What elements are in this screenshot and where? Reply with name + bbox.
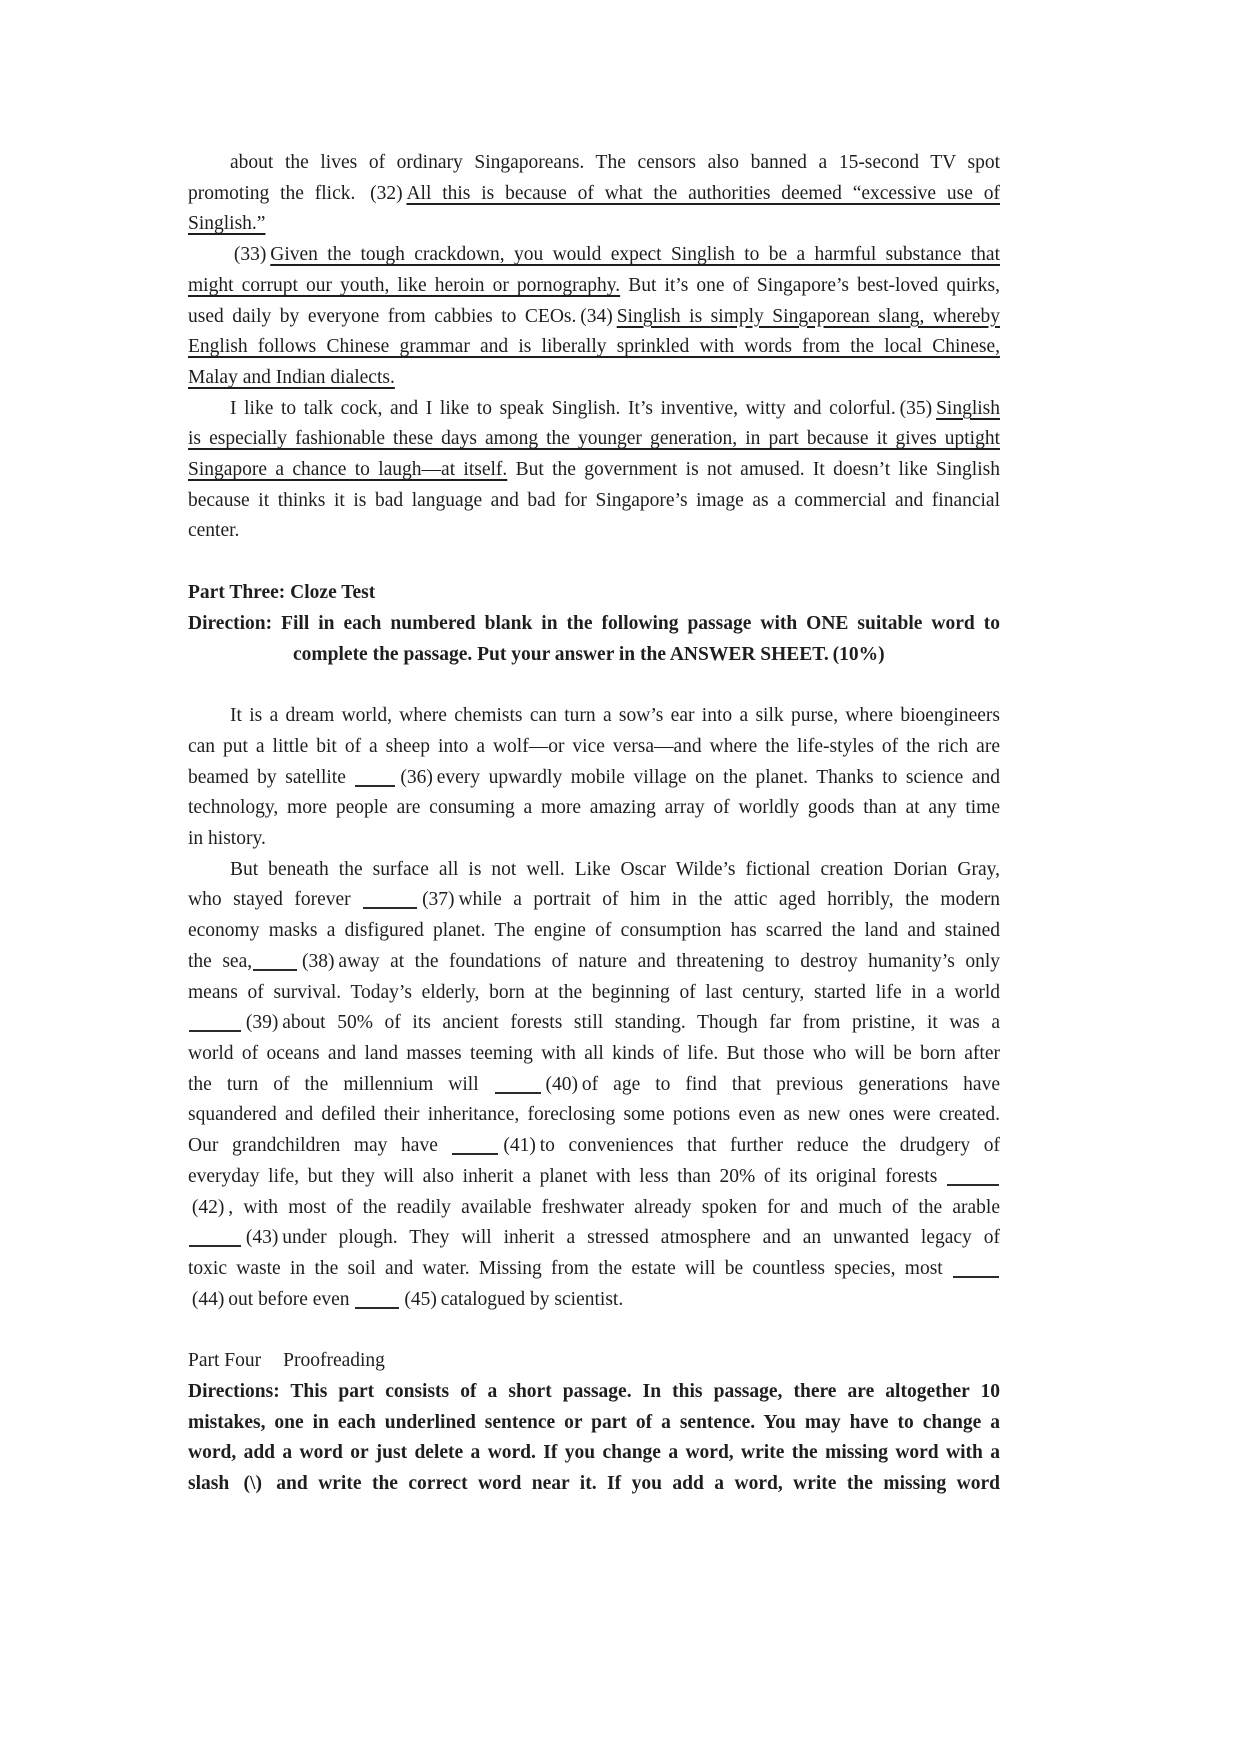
cloze-blank-36 (355, 783, 395, 787)
cloze-blank-39 (189, 1028, 241, 1032)
passage-line (188, 179, 1000, 210)
passage-line (188, 271, 1000, 302)
direction-line (188, 640, 1000, 671)
text-segment: Part Four (188, 1350, 262, 1372)
heading-part-three (188, 578, 1000, 609)
cloze-blank-38 (253, 967, 297, 971)
cloze-number: (45) (404, 1288, 437, 1310)
text-segment: slash (188, 1473, 240, 1495)
text-segment: word, add a word or just delete a word. If you change a word, write the missing word with a (188, 1442, 1000, 1464)
cloze-number: (42) (191, 1196, 225, 1218)
text-segment: while a portrait of him in the attic aged horribly, the modern (458, 889, 1000, 911)
text-segment: economy masks a disfigured planet. The engine of consumption has scarred the land and stained (188, 920, 1000, 942)
reading-passage (188, 148, 1000, 547)
cloze-line (188, 1131, 1000, 1162)
text-segment: technology, more people are consuming a more amazing array of worldly goods than at any time (188, 797, 1000, 819)
cloze-line (188, 855, 1000, 886)
text-segment: and write the correct word near it. If you add a word, write the missing word (265, 1473, 1000, 1495)
text-segment: mistakes, one in each underlined sentence or part of a sentence. You may have to change a (188, 1411, 1000, 1433)
text-segment: world of oceans and land masses teeming with all kinds of life. But those who will be born after (188, 1042, 1000, 1064)
text-segment: Our grandchildren may have (188, 1135, 452, 1157)
passage-line (188, 209, 1000, 240)
underlined-text: Singlish (936, 397, 1000, 419)
text-segment: It is a dream world, where chemists can turn a sow’s ear into a silk purse, where bioengineers (230, 705, 1000, 727)
underlined-text: might corrupt our youth, like heroin or pornography. (188, 274, 621, 296)
passage-line (188, 424, 1000, 455)
cloze-line (188, 1008, 1000, 1039)
text-segment: everyday life, but they will also inherit a planet with less than 20% of its original forests (188, 1165, 946, 1187)
directions-line (188, 1438, 1000, 1469)
cloze-line (188, 947, 1000, 978)
passage-line (188, 363, 1000, 394)
cloze-number: (33) (233, 244, 267, 266)
cloze-number: (35) (899, 397, 933, 419)
underlined-text: English follows Chinese grammar and is liberally sprinkled with words from the local Chinese, (188, 336, 1000, 358)
underlined-text: Malay and Indian dialects. (188, 366, 395, 388)
cloze-number: (44) (191, 1288, 225, 1310)
cloze-number: (37) (422, 889, 455, 911)
cloze-line (188, 1039, 1000, 1070)
text-segment: Directions: This part consists of a short passage. In this passage, there are altogether 10 (188, 1381, 1000, 1403)
text-segment: center. (188, 520, 240, 542)
cloze-number: (\) (243, 1473, 262, 1495)
passage-line (188, 148, 1000, 179)
cloze-blank-43 (189, 1243, 241, 1247)
passage-line (188, 240, 1000, 271)
cloze-line (188, 1254, 1000, 1285)
text-segment: of age to find that previous generations have (581, 1073, 1000, 1095)
directions-line (188, 1408, 1000, 1439)
text-segment: toxic waste in the soil and water. Missing from the estate will be countless species, most (188, 1257, 952, 1279)
text-segment: the turn of the millennium will (188, 1073, 494, 1095)
cloze-blank-40 (495, 1090, 541, 1094)
text-segment: catalogued by scientist. (440, 1288, 624, 1310)
cloze-number: (41) (503, 1135, 536, 1157)
cloze-number: (32) (370, 182, 403, 204)
text-segment: to conveniences that further reduce the drudgery of (539, 1135, 1000, 1157)
cloze-line (188, 763, 1000, 794)
text-segment: beamed by satellite (188, 766, 355, 788)
cloze-number: (34) (580, 305, 613, 327)
heading-part-four (188, 1346, 1000, 1377)
text-segment: the sea, (188, 950, 253, 972)
passage-line (188, 516, 1000, 547)
part-three (188, 578, 1000, 670)
text-segment: who stayed forever (188, 889, 363, 911)
cloze-line (188, 793, 1000, 824)
cloze-line (188, 1223, 1000, 1254)
cloze-blank-42 (947, 1182, 999, 1186)
text-segment: But it’s one of Singapore’s best-loved quirks, (620, 274, 1000, 296)
passage-line (188, 486, 1000, 517)
cloze-blank-44 (953, 1274, 999, 1278)
underlined-text: Given the tough crackdown, you would expect Singlish to be a harmful substance that (270, 244, 1000, 266)
text-segment: out before even (228, 1288, 355, 1310)
text-segment: under plough. They will inherit a stressed atmosphere and an unwanted legacy of (282, 1227, 1000, 1249)
underlined-text: Singlish is simply Singaporean slang, whereby (616, 305, 1001, 327)
part-four (188, 1346, 1000, 1500)
text-segment: every upwardly mobile village on the planet. Thanks to science and (436, 766, 1000, 788)
cloze-number: (38) (302, 950, 335, 972)
text-segment: means of survival. Today’s elderly, born at the beginning of last century, started life in a world (188, 981, 1000, 1003)
passage-line (188, 455, 1000, 486)
cloze-line (188, 732, 1000, 763)
text-segment: Proofreading (283, 1350, 385, 1372)
cloze-number: (36) (400, 766, 433, 788)
passage-line (188, 394, 1000, 425)
cloze-line (188, 1162, 1000, 1193)
text-segment: away at the foundations of nature and threatening to destroy humanity’s only (338, 950, 1000, 972)
passage-line (188, 302, 1000, 333)
cloze-passage (188, 701, 1000, 1315)
cloze-line (188, 1193, 1000, 1224)
cloze-line (188, 916, 1000, 947)
cloze-line (188, 1100, 1000, 1131)
cloze-line (188, 978, 1000, 1009)
directions-line (188, 1377, 1000, 1408)
text-segment: Part Three: Cloze Test (188, 582, 376, 604)
cloze-blank-41 (452, 1151, 498, 1155)
text-segment: Direction: Fill in each numbered blank in the following passage with ONE suitable word to (188, 612, 1000, 634)
cloze-line (188, 701, 1000, 732)
text-segment: complete the passage. Put your answer in the ANSWER SHEET. (293, 643, 829, 665)
text-segment: used daily by everyone from cabbies to CEOs. (188, 305, 577, 327)
text-segment: can put a little bit of a sheep into a wolf—or vice versa—and where the life-styles of the rich are (188, 735, 1000, 757)
text-segment: But the government is not amused. It doesn’t like Singlish (507, 459, 1000, 481)
cloze-number: (10%) (832, 643, 885, 665)
cloze-number: (40) (545, 1073, 579, 1095)
passage-line (188, 332, 1000, 363)
cloze-line (188, 824, 1000, 855)
underlined-text: All this is because of what the authorities deemed “excessive use of (406, 182, 1000, 204)
text-segment: But beneath the surface all is not well. Like Oscar Wilde’s fictional creation Dorian Gray, (230, 858, 1000, 880)
text-segment: about 50% of its ancient forests still standing. Though far from pristine, it was a (282, 1012, 1000, 1034)
cloze-line (188, 1285, 1000, 1316)
cloze-number: (43) (245, 1227, 279, 1249)
text-segment: I like to talk cock, and I like to speak Singlish. It’s inventive, witty and colorful. (230, 397, 896, 419)
underlined-text: Singlish.” (188, 213, 266, 235)
text-segment: about the lives of ordinary Singaporeans. The censors also banned a 15-second TV spot (230, 152, 1000, 173)
cloze-line (188, 885, 1000, 916)
cloze-blank-45 (355, 1305, 399, 1309)
text-segment: in history. (188, 828, 266, 850)
text-segment: promoting the flick. (188, 182, 367, 204)
text-segment: squandered and defiled their inheritance, foreclosing some potions even as new ones were created. (188, 1104, 1000, 1126)
underlined-text: is especially fashionable these days among the younger generation, in part because it gives uptight (188, 428, 1000, 450)
cloze-line (188, 1070, 1000, 1101)
cloze-number: (39) (245, 1012, 279, 1034)
text-segment: because it thinks it is bad language and bad for Singapore’s image as a commercial and financial (188, 489, 1000, 511)
direction-line (188, 609, 1000, 640)
cloze-blank-37 (363, 905, 417, 909)
underlined-text: Singapore a chance to laugh—at itself. (188, 459, 508, 481)
text-segment: , with most of the readily available freshwater already spoken for and much of the arable (228, 1196, 1000, 1218)
directions-line (188, 1469, 1000, 1500)
